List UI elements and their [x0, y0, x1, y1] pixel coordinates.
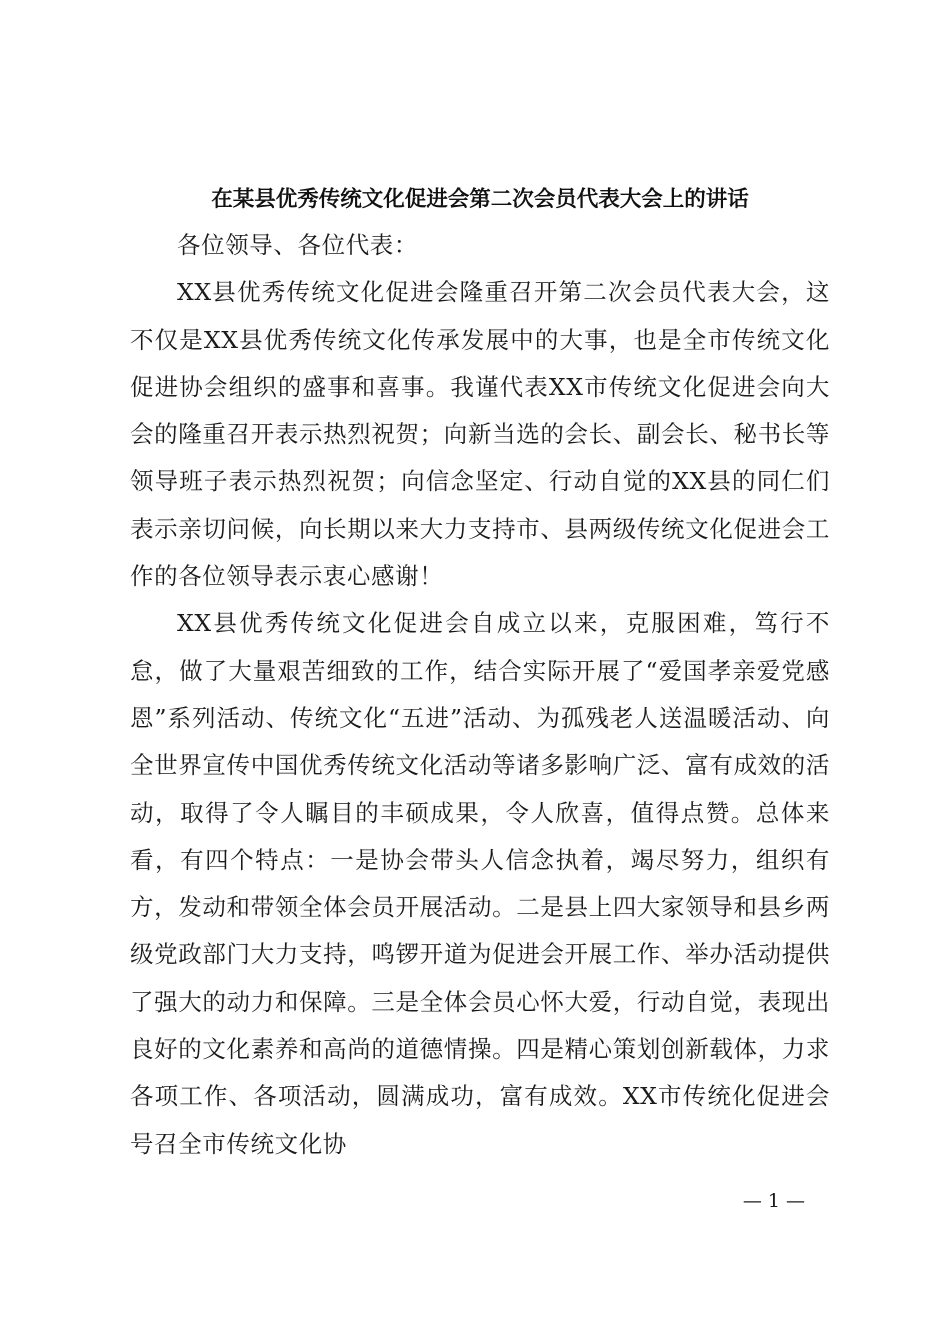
document-body — [130, 222, 830, 1168]
document-title: 在某县优秀传统文化促进会第二次会员代表大会上的讲话 — [211, 187, 749, 212]
page-number: — 1 — — [742, 1190, 805, 1212]
paragraph-2: XX县优秀传统文化促进会自成立以来，克服困难，笃行不怠，做了大量艰苦细致的工作，结合实际开展了“爱国孝亲爱党感恩”系列活动、传统文化“五进”活动、为孤残老人送温暖活动、向全世界宣传中国优秀传统文化活动等诸多影响广泛、富有成效的活动，取得了令人瞩目的丰硕成果，令人欣喜，值得点赞。总体来看，有四个特点：一是协会带头人信念执着，竭尽努力，组织有方，发动和带领全体会员开展活动。二是县上四大家领导和县乡两级党政部门大力支持，鸣锣开道为促进会开展工作、举办活动提供了强大的动力和保障。三是全体会员心怀大爱，行动自觉，表现出良好的文化素养和高尚的道德情操。四是精心策划创新载体，力求各项工作、各项活动，圆满成功，富有成效。XX市传统化促进会号召全市传统文化协 — [130, 609, 830, 1158]
salutation: 各位领导、各位代表： — [177, 231, 418, 259]
paragraph-1: XX县优秀传统文化促进会隆重召开第二次会员代表大会，这不仅是XX县优秀传统文化传承发展中的大事，也是全市传统文化促进协会组织的盛事和喜事。我谨代表XX市传统文化促进会向大会的隆重召开表示热烈祝贺；向新当选的会长、副会长、秘书长等领导班子表示热烈祝贺；向信念坚定、行动自觉的XX县的同仁们表示亲切问候，向长期以来大力支持市、县两级传统文化促进会工作的各位领导表示衷心感谢！ — [130, 278, 830, 591]
